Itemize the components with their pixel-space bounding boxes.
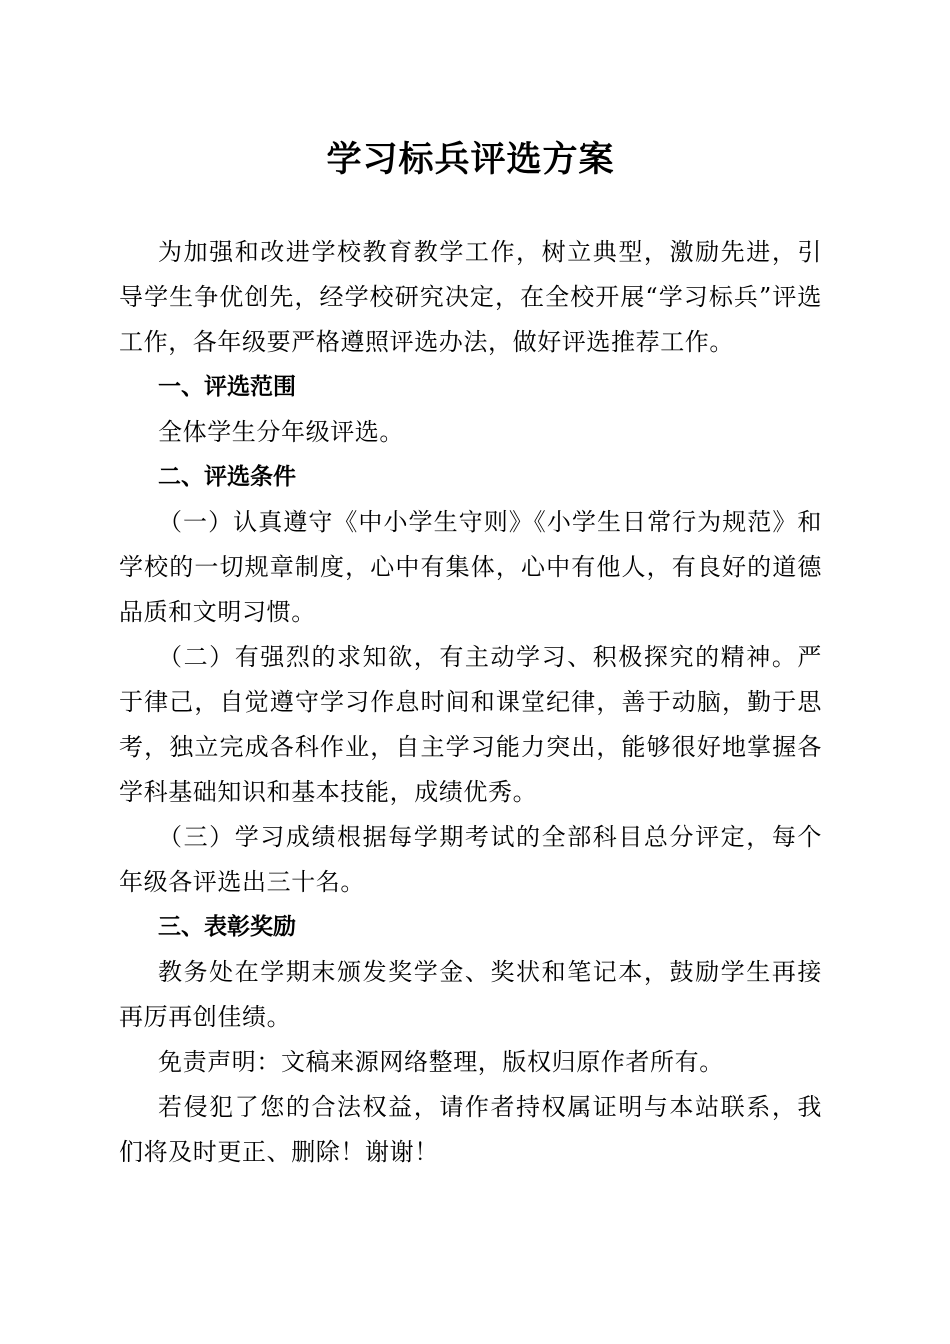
document-body [119, 230, 822, 1175]
rewards-paragraph: 教务处在学期末颁发奖学金、奖状和笔记本，鼓励学生再接再厉再创佳绩。 [119, 958, 822, 1031]
criteria-item-1: （一）认真遵守《中小学生守则》《小学生日常行为规范》和学校的一切规章制度，心中有集体，心中有他人，有良好的道德品质和文明习惯。 [119, 508, 822, 626]
scope-paragraph: 全体学生分年级评选。 [158, 418, 404, 446]
section-heading-criteria: 二、评选条件 [158, 464, 296, 490]
criteria-item-2: （二）有强烈的求知欲，有主动学习、积极探究的精神。严于律己，自觉遵守学习作息时间和课堂纪律，善于动脑，勤于思考，独立完成各科作业，自主学习能力突出，能够很好地掌握各学科基础知识和基本技能，成绩优秀。 [119, 643, 822, 806]
criteria-item-3: （三）学习成绩根据每学期考试的全部科目总分评定，每个年级各评选出三十名。 [119, 823, 822, 896]
section-heading-rewards: 三、表彰奖励 [158, 914, 296, 940]
intro-paragraph: 为加强和改进学校教育教学工作，树立典型，激励先进，引导学生争优创先，经学校研究决定，在全校开展“学习标兵”评选工作，各年级要严格遵照评选办法，做好评选推荐工作。 [119, 238, 822, 356]
document-title: 学习标兵评选方案 [326, 139, 615, 180]
disclaimer-line-2: 若侵犯了您的合法权益，请作者持权属证明与本站联系，我们将及时更正、删除！谢谢！ [119, 1093, 822, 1166]
disclaimer-line-1: 免责声明：文稿来源网络整理，版权归原作者所有。 [158, 1048, 724, 1076]
section-heading-scope: 一、评选范围 [158, 374, 296, 400]
